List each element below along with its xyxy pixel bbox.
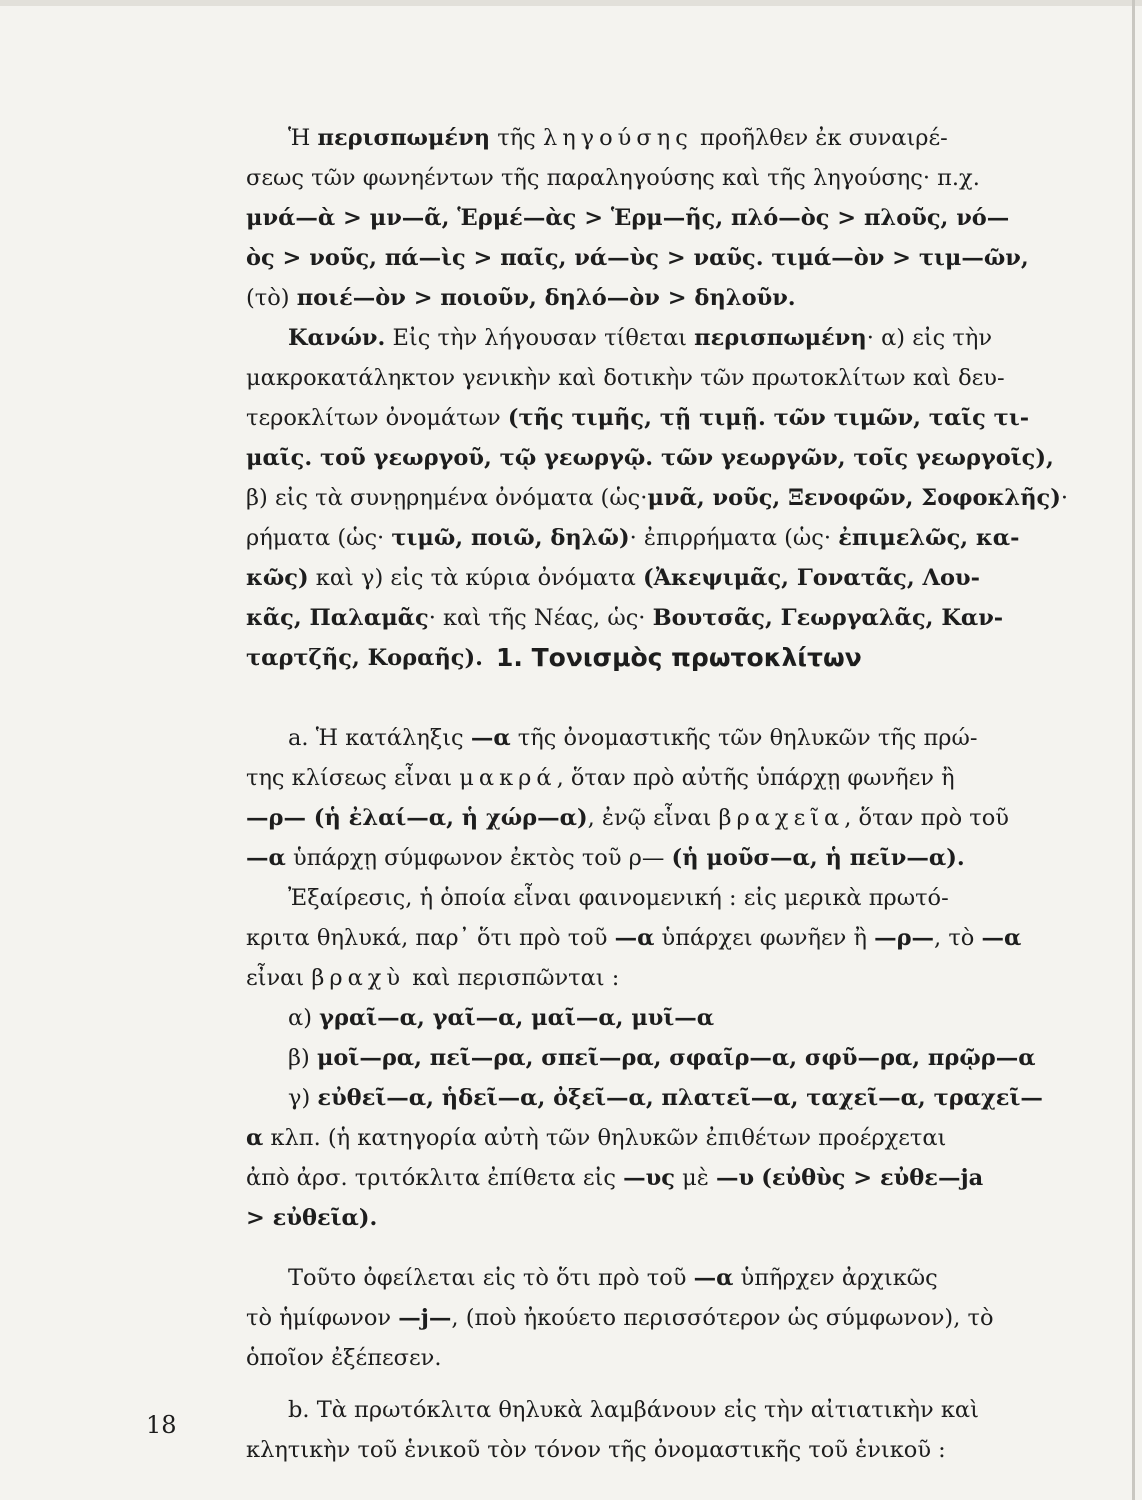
text-line [246, 158, 1008, 198]
example-text: εὐθεῖ—α, ἡδεῖ—α, ὀξεῖ—α, πλατεῖ—α, ταχεῖ—α, τραχεῖ— [317, 1085, 1043, 1111]
text-line [246, 1158, 1008, 1198]
rule-label: Κανών. [288, 325, 386, 351]
text-line [246, 518, 1020, 558]
text-line [288, 1390, 1008, 1430]
list-item-gamma [288, 1078, 1043, 1118]
text: , ὅταν πρὸ τοῦ [844, 805, 1009, 831]
bold-term: —α [693, 1265, 734, 1291]
binding-edge [1132, 0, 1135, 1500]
text-line [246, 438, 1054, 478]
example-text: μαῖς. τοῦ γεωργοῦ, τῷ γεωργῷ. τῶν γεωργῶν, τοῖς γεωργοῖς), [246, 445, 1054, 471]
text: , ἐνῷ εἶναι [587, 805, 719, 831]
text: b. Τὰ πρωτόκλιτα θηλυκὰ λαμβάνουν εἰς τὴν αἰτιατικὴν καὶ [288, 1397, 979, 1423]
list-item-beta [288, 1038, 1036, 1078]
bold-term: —ρ— [246, 805, 314, 831]
example-text: (ἡ μοῦσ—α, ἡ πεῖν—α). [671, 845, 965, 871]
text: κλητικὴν τοῦ ἑνικοῦ τὸν τόνον τῆς ὀνομαστικῆς τοῦ ἑνικοῦ : [246, 1437, 946, 1463]
text: Τοῦτο ὀφείλεται εἰς τὸ ὅτι πρὸ τοῦ [288, 1265, 694, 1291]
example-text: (Ἀκεψιμᾶς, Γονατᾶς, Λου- [642, 565, 980, 591]
text: ὑπῆρχεν ἀρχικῶς [733, 1265, 938, 1291]
text: ὑπάρχῃ σύμφωνον ἐκτὸς τοῦ ρ— [285, 845, 672, 871]
example-text: μνᾶ, νοῦς, Ξενοφῶν, Σοφοκλῆς) [647, 485, 1061, 511]
text: προῆλθεν ἐκ συναιρέ- [692, 125, 948, 151]
text: Εἰς τὴν λήγουσαν τίθεται [385, 325, 695, 351]
text-line [288, 878, 1008, 918]
text: Ἡ [288, 125, 318, 151]
text: σεως τῶν φωνηέντων τῆς παραληγούσης καὶ τῆς ληγούσης· π.χ. [246, 165, 980, 191]
example-text: ὸς > νοῦς, πά—ὶς > παῖς, νά—ὺς > ναῦς. τιμά—ὸν > τιμ—ῶν, [246, 245, 1029, 271]
example-text: κᾶς, Παλαμᾶς [246, 605, 429, 631]
bold-term: —α [246, 845, 286, 871]
text-line [246, 758, 1008, 798]
text: της κλίσεως εἶναι [246, 765, 460, 791]
text: β) εἰς τὰ συνῃρημένα ὀνόματα (ὡς· [246, 485, 648, 511]
text-line [246, 238, 1029, 278]
bold-term: —j— [398, 1305, 452, 1331]
text: τῆς [490, 125, 543, 151]
text-line [246, 958, 1008, 998]
section-heading: 1. Τονισμὸς πρωτοκλίτων [496, 643, 862, 672]
list-item-alpha [288, 998, 1008, 1038]
example-text: κῶς) [246, 565, 309, 591]
bold-term: α [246, 1125, 264, 1151]
text-line [288, 318, 1008, 358]
text-line [246, 1118, 1008, 1158]
text: εἶναι [246, 965, 312, 991]
example-text: (τῆς τιμῆς, τῇ τιμῇ. τῶν τιμῶν, ταῖς τι- [507, 405, 1030, 431]
text-line [246, 1298, 1008, 1338]
text-line [246, 558, 1008, 598]
text: · καὶ τῆς Νέας, ὡς· [428, 605, 653, 631]
text: , τὸ [934, 925, 982, 951]
example-text: > εὐθεῖα). [246, 1205, 378, 1231]
text-line [246, 1338, 1008, 1378]
bold-term: —α [981, 925, 1022, 951]
text: Ἐξαίρεσις, ἡ ὁποία εἶναι φαινομενική : εἰς μερικὰ πρωτό- [288, 885, 949, 911]
bold-term: περισπωμένη [694, 325, 867, 351]
text: κριτα θηλυκά, παρ᾽ ὅτι πρὸ τοῦ [246, 925, 615, 951]
example-text: Βουτσᾶς, Γεωργαλᾶς, Καν- [652, 605, 1004, 631]
text-line [288, 718, 1008, 758]
text-line [246, 1430, 1008, 1470]
bold-term: —α [614, 925, 655, 951]
text-line [246, 598, 1008, 638]
text: a. Ἡ κατάληξις [288, 725, 471, 751]
example-text: (εὐθὺς > εὐθε—ja [761, 1165, 984, 1191]
example-text: γραῖ—α, γαῖ—α, μαῖ—α, μυῖ—α [319, 1005, 715, 1031]
text: ὑπάρχει φωνῆεν ἢ [654, 925, 875, 951]
text: καὶ περισπῶνται : [405, 965, 620, 991]
text: , (ποὺ ἠκούετο περισσότερον ὡς σύμφωνον), τὸ [451, 1305, 994, 1331]
text-line [246, 358, 1008, 398]
text: μακροκατάληκτον γενικὴν καὶ δοτικὴν τῶν πρωτοκλίτων καὶ δευ- [246, 365, 1005, 391]
text: μὲ [674, 1165, 716, 1191]
example-text: ποιέ—ὸν > ποιοῦν, δηλό—ὸν > δηλοῦν. [296, 285, 796, 311]
text: · ἐπιρρήματα (ὡς· [629, 525, 839, 551]
list-marker: α) [288, 1005, 320, 1031]
spaced-term: βραχεῖα [718, 805, 845, 831]
bold-term: —ρ— [874, 925, 935, 951]
spaced-term: μακρά [459, 765, 557, 791]
example-text: μνά—ὰ > μν—ᾶ, Ἑρμέ—ὰς > Ἑρμ—ῆς, πλό—ὸς > πλοῦς, νό— [246, 205, 1010, 231]
example-text: μοῖ—ρα, πεῖ—ρα, σπεῖ—ρα, σφαῖρ—α, σφῦ—ρα, πρῷρ—α [316, 1045, 1036, 1071]
bold-term: —υς [623, 1165, 675, 1191]
spaced-term: ληγούσης [542, 125, 693, 151]
list-marker: β) [288, 1045, 317, 1071]
text: · α) εἰς τὴν [866, 325, 993, 351]
text-line [288, 1258, 1008, 1298]
text-line [246, 278, 1008, 318]
list-marker: γ) [288, 1085, 318, 1111]
text-line [246, 838, 1008, 878]
text: ὁποῖον ἐξέπεσεν. [246, 1345, 442, 1371]
text: καὶ γ) εἰς τὰ κύρια ὀνόματα [308, 565, 643, 591]
text-line [246, 1198, 1008, 1238]
text: τεροκλίτων ὀνομάτων [246, 405, 508, 431]
text: (τὸ) [246, 285, 297, 311]
spaced-term: βραχὺ [311, 965, 406, 991]
bold-term: —α [470, 725, 511, 751]
text: , ὅταν πρὸ αὐτῆς ὑπάρχῃ φωνῆεν ἢ [556, 765, 955, 791]
example-text: (ἡ ἐλαί—α, ἡ χώρ—α) [313, 805, 588, 831]
text-line [246, 478, 1069, 518]
text-line [288, 118, 1008, 158]
text-line [246, 798, 1008, 838]
example-text: ἐπιμελῶς, κα- [838, 525, 1020, 551]
bold-term: περισπωμένη [317, 125, 491, 151]
text-line [246, 398, 1030, 438]
text: τὸ ἡμίφωνον [246, 1305, 399, 1331]
text: ρήματα (ὡς· [246, 525, 392, 551]
page-number: 18 [146, 1411, 177, 1439]
text: · [1060, 485, 1069, 511]
bold-term: —υ [715, 1165, 755, 1191]
text: ἀπὸ ἀρσ. τριτόκλιτα ἐπίθετα εἰς [246, 1165, 624, 1191]
text: τῆς ὀνομαστικῆς τῶν θηλυκῶν τῆς πρώ- [510, 725, 978, 751]
example-text: ταρτζῆς, Κοραῆς). [246, 645, 483, 671]
text-line [246, 198, 1008, 238]
example-text: τιμῶ, ποιῶ, δηλῶ) [391, 525, 630, 551]
text: κλπ. (ἡ κατηγορία αὐτὴ τῶν θηλυκῶν ἐπιθέτων προέρχεται [263, 1125, 947, 1151]
scan-edge [0, 0, 1142, 6]
text-line [246, 918, 1022, 958]
